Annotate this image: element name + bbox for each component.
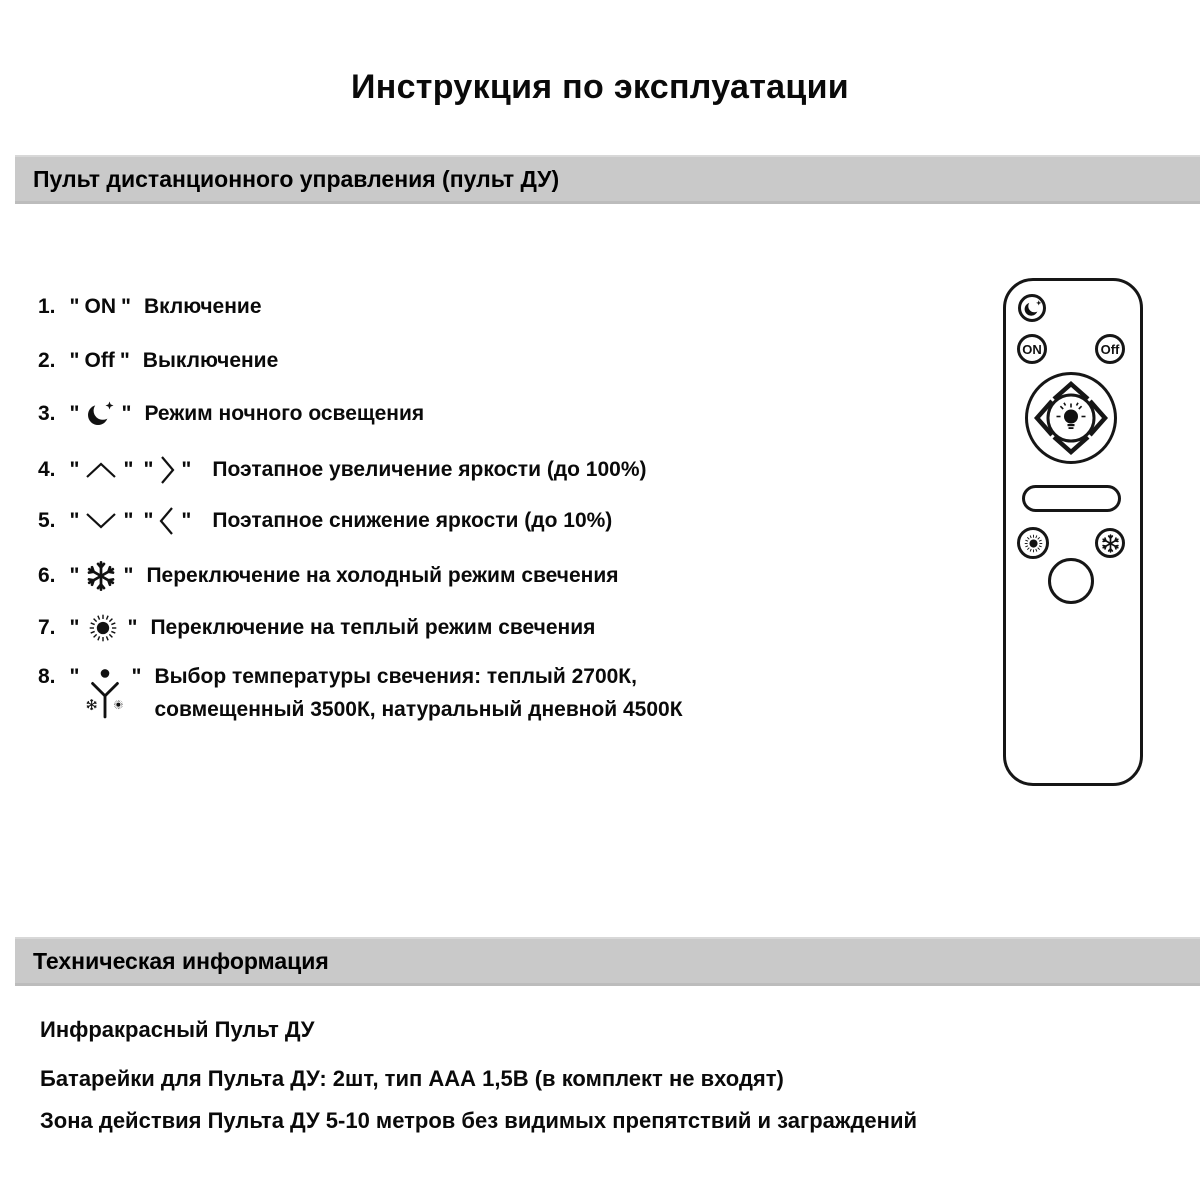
snowflake-icon — [1100, 533, 1121, 554]
warm-mode-button — [1017, 527, 1049, 559]
quote-mark: " — [181, 458, 192, 481]
chevron-right-icon — [158, 454, 176, 486]
list-item-7 — [38, 609, 595, 647]
quote-mark: " — [123, 509, 134, 532]
list-item-5 — [38, 505, 612, 537]
item-number: 1. — [38, 295, 56, 318]
snowflake-icon — [84, 559, 118, 593]
chevron-down-icon — [1054, 437, 1088, 452]
item-number: 2. — [38, 349, 56, 372]
on-button-label: ON — [1022, 341, 1042, 357]
quote-mark: " — [131, 665, 142, 688]
tech-line-1: Инфракрасный Пульт ДУ — [40, 1017, 315, 1042]
chevron-up-icon — [1054, 384, 1088, 399]
quote-mark: " — [119, 349, 130, 372]
off-button — [1095, 334, 1125, 364]
chevron-down-icon — [84, 511, 118, 531]
quote-mark: " — [123, 458, 134, 481]
item-text-block — [154, 660, 682, 726]
quote-mark: " — [143, 458, 154, 481]
chevron-left-icon — [158, 505, 176, 537]
moon-icon — [1022, 298, 1043, 319]
quote-mark: " — [69, 349, 80, 372]
color-temp-icon — [84, 667, 126, 719]
quote-mark: " — [143, 509, 154, 532]
item-text: Поэтапное увеличение яркости (до 100%) — [212, 458, 647, 481]
section-header-remote — [15, 155, 1200, 204]
sun-icon — [1021, 531, 1046, 556]
quote-mark: " — [69, 295, 80, 318]
item-number: 3. — [38, 402, 56, 425]
list-item-4 — [38, 454, 647, 486]
night-mode-button — [1018, 294, 1046, 322]
quote-mark: " — [123, 564, 134, 587]
quote-mark: " — [69, 509, 80, 532]
item-text: Выключение — [142, 349, 279, 372]
quote-mark: " — [120, 295, 131, 318]
tech-line-3: Зона действия Пульта ДУ 5-10 метров без видимых препятствий и заграждений — [40, 1108, 918, 1133]
quote-mark: " — [69, 402, 80, 425]
section-header-remote-label: Пульт дистанционного управления (пульт ДУ) — [33, 165, 560, 192]
quote-mark: " — [69, 458, 80, 481]
moon-icon — [84, 398, 116, 430]
item-text: Выбор температуры свечения: теплый 2700К, — [154, 665, 637, 688]
cold-mode-button — [1095, 528, 1125, 558]
remote-control — [1003, 278, 1143, 786]
page-title: Инструкция по эксплуатации — [351, 68, 849, 106]
on-symbol-text: ON — [84, 295, 116, 318]
item-text: Режим ночного освещения — [144, 402, 425, 425]
item-text: Переключение на теплый режим свечения — [150, 616, 596, 639]
chevron-right-icon — [1090, 401, 1105, 435]
chevron-left-icon — [1037, 401, 1052, 435]
quote-mark: " — [69, 564, 80, 587]
item-text: Включение — [143, 295, 262, 318]
quote-mark: " — [69, 616, 80, 639]
item-number: 4. — [38, 458, 56, 481]
quote-mark: " — [121, 402, 132, 425]
item-number: 5. — [38, 509, 56, 532]
item-number: 7. — [38, 616, 56, 639]
off-symbol-text: Off — [84, 349, 115, 372]
tech-line-2: Батарейки для Пульта ДУ: 2шт, тип ААА 1,5В (в комплект не входят) — [40, 1066, 784, 1091]
item-text: Поэтапное снижение яркости (до 10%) — [212, 509, 613, 532]
chevron-up-icon — [84, 460, 118, 480]
round-blank-button — [1048, 558, 1094, 604]
item-number: 6. — [38, 564, 56, 587]
list-item-2 — [38, 349, 278, 373]
list-item-6 — [38, 559, 619, 593]
dpad-control — [1023, 370, 1119, 466]
item-text-line2: совмещенный 3500К, натуральный дневной 4500К — [154, 698, 683, 721]
quote-mark: " — [181, 509, 192, 532]
scene-pill-button — [1022, 485, 1121, 512]
section-header-tech-label: Техническая информация — [33, 947, 329, 974]
quote-mark: " — [127, 616, 138, 639]
quote-mark: " — [69, 665, 80, 688]
list-item-8 — [38, 660, 683, 726]
off-button-label: Off — [1100, 341, 1120, 357]
list-item-3 — [38, 398, 424, 430]
item-number: 8. — [38, 665, 56, 688]
on-button — [1017, 334, 1047, 364]
item-text: Переключение на холодный режим свечения — [146, 564, 619, 587]
bulb-icon — [1057, 403, 1086, 429]
sun-icon — [84, 609, 122, 647]
list-item-1 — [38, 295, 262, 319]
section-header-tech — [15, 937, 1200, 986]
